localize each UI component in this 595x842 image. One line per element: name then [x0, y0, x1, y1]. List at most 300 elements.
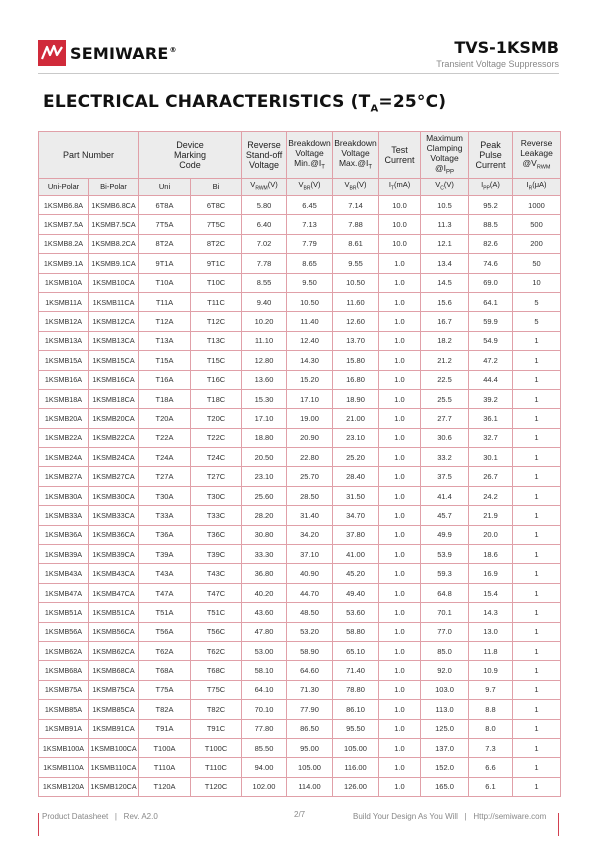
cell-vbr-max: 31.50	[333, 486, 379, 505]
cell-ir: 1	[513, 777, 561, 796]
cell-vbr-max: 49.40	[333, 583, 379, 602]
cell-uni-polar: 1KSMB33A	[39, 506, 89, 525]
cell-vrwm: 33.30	[242, 545, 287, 564]
cell-vc: 70.1	[421, 603, 469, 622]
cell-it: 1.0	[379, 661, 421, 680]
cell-ipp: 64.1	[469, 292, 513, 311]
cell-bi-polar: 1KSMB91CA	[89, 719, 139, 738]
cell-vbr-max: 126.00	[333, 777, 379, 796]
cell-ipp: 10.9	[469, 661, 513, 680]
cell-marking-bi: T100C	[191, 738, 242, 757]
cell-it: 10.0	[379, 196, 421, 215]
cell-marking-bi: T51C	[191, 603, 242, 622]
cell-marking-bi: T30C	[191, 486, 242, 505]
cell-vbr-min: 11.40	[287, 312, 333, 331]
cell-uni-polar: 1KSMB7.5A	[39, 215, 89, 234]
cell-vbr-min: 20.90	[287, 428, 333, 447]
cell-vbr-min: 105.00	[287, 758, 333, 777]
header-it-unit: $I_T(mA)$	[379, 179, 421, 196]
table-row	[39, 273, 561, 292]
cell-it: 1.0	[379, 370, 421, 389]
cell-vc: 137.0	[421, 738, 469, 757]
table-row	[39, 351, 561, 370]
cell-marking-bi: T39C	[191, 545, 242, 564]
cell-ir: 1	[513, 525, 561, 544]
cell-bi-polar: 1KSMB24CA	[89, 448, 139, 467]
cell-ir: 1	[513, 661, 561, 680]
cell-uni-polar: 1KSMB100A	[39, 738, 89, 757]
cell-vbr-min: 28.50	[287, 486, 333, 505]
cell-ipp: 88.5	[469, 215, 513, 234]
cell-it: 1.0	[379, 486, 421, 505]
table-row	[39, 215, 561, 234]
header-vbr-max-unit: $V_{BR}(V)$	[333, 179, 379, 196]
cell-vbr-max: 23.10	[333, 428, 379, 447]
cell-vbr-min: 25.70	[287, 467, 333, 486]
cell-marking-bi: T10C	[191, 273, 242, 292]
cell-vbr-min: 37.10	[287, 545, 333, 564]
cell-marking-uni: T13A	[139, 331, 191, 350]
cell-marking-uni: T16A	[139, 370, 191, 389]
header-vrwm-unit: $V_{RWM}(V)$	[242, 179, 287, 196]
cell-vbr-max: 86.10	[333, 700, 379, 719]
brand-logo	[38, 40, 177, 66]
cell-marking-bi: T36C	[191, 525, 242, 544]
cell-vrwm: 102.00	[242, 777, 287, 796]
cell-ir: 1	[513, 680, 561, 699]
semiware-logo-icon	[38, 40, 66, 66]
cell-vbr-max: 13.70	[333, 331, 379, 350]
part-title: TVS-1KSMB	[454, 38, 559, 57]
cell-vbr-max: 53.60	[333, 603, 379, 622]
cell-marking-bi: T18C	[191, 389, 242, 408]
table-row	[39, 254, 561, 273]
cell-vbr-max: 45.20	[333, 564, 379, 583]
cell-vrwm: 7.78	[242, 254, 287, 273]
cell-vbr-min: 22.80	[287, 448, 333, 467]
cell-vbr-min: 9.50	[287, 273, 333, 292]
cell-marking-uni: T22A	[139, 428, 191, 447]
cell-ipp: 54.9	[469, 331, 513, 350]
cell-vbr-max: 16.80	[333, 370, 379, 389]
cell-marking-uni: T20A	[139, 409, 191, 428]
cell-vbr-max: 15.80	[333, 351, 379, 370]
cell-uni-polar: 1KSMB91A	[39, 719, 89, 738]
table-row	[39, 486, 561, 505]
cell-uni-polar: 1KSMB9.1A	[39, 254, 89, 273]
cell-bi-polar: 1KSMB110CA	[89, 758, 139, 777]
cell-ir: 1	[513, 486, 561, 505]
table-row	[39, 312, 561, 331]
cell-ipp: 26.7	[469, 467, 513, 486]
cell-bi-polar: 1KSMB8.2CA	[89, 234, 139, 253]
cell-ir: 1	[513, 448, 561, 467]
table-row	[39, 409, 561, 428]
cell-marking-uni: T39A	[139, 545, 191, 564]
cell-bi-polar: 1KSMB62CA	[89, 641, 139, 660]
cell-vc: 53.9	[421, 545, 469, 564]
table-body	[39, 196, 561, 797]
table-row	[39, 758, 561, 777]
cell-uni-polar: 1KSMB51A	[39, 603, 89, 622]
cell-marking-uni: 9T1A	[139, 254, 191, 273]
cell-vrwm: 8.55	[242, 273, 287, 292]
cell-ipp: 82.6	[469, 234, 513, 253]
cell-vbr-min: 34.20	[287, 525, 333, 544]
cell-vc: 11.3	[421, 215, 469, 234]
header-uni: Uni	[139, 179, 191, 196]
cell-it: 1.0	[379, 641, 421, 660]
cell-vbr-min: 40.90	[287, 564, 333, 583]
brand-name: SEMIWARE®	[70, 43, 177, 63]
cell-bi-polar: 1KSMB33CA	[89, 506, 139, 525]
header-bi: Bi	[191, 179, 242, 196]
cell-vc: 85.0	[421, 641, 469, 660]
cell-marking-bi: T110C	[191, 758, 242, 777]
cell-vbr-max: 7.88	[333, 215, 379, 234]
cell-bi-polar: 1KSMB27CA	[89, 467, 139, 486]
cell-it: 1.0	[379, 525, 421, 544]
cell-ir: 1	[513, 583, 561, 602]
header-standoff-voltage: Reverse Stand-off Voltage	[242, 132, 287, 179]
table-row	[39, 370, 561, 389]
cell-bi-polar: 1KSMB7.5CA	[89, 215, 139, 234]
cell-ipp: 16.9	[469, 564, 513, 583]
cell-vrwm: 85.50	[242, 738, 287, 757]
cell-marking-bi: T47C	[191, 583, 242, 602]
cell-vbr-max: 28.40	[333, 467, 379, 486]
cell-uni-polar: 1KSMB43A	[39, 564, 89, 583]
cell-vc: 16.7	[421, 312, 469, 331]
cell-ipp: 21.9	[469, 506, 513, 525]
cell-vbr-max: 7.14	[333, 196, 379, 215]
cell-bi-polar: 1KSMB12CA	[89, 312, 139, 331]
cell-vc: 59.3	[421, 564, 469, 583]
cell-marking-bi: T11C	[191, 292, 242, 311]
cell-vbr-min: 64.60	[287, 661, 333, 680]
cell-ir: 1000	[513, 196, 561, 215]
footer-right-text: Build Your Design As You Will | Http://semiware.com	[353, 812, 547, 821]
cell-it: 1.0	[379, 312, 421, 331]
cell-vbr-min: 8.65	[287, 254, 333, 273]
table-row	[39, 564, 561, 583]
cell-bi-polar: 1KSMB68CA	[89, 661, 139, 680]
cell-ipp: 13.0	[469, 622, 513, 641]
cell-marking-uni: T10A	[139, 273, 191, 292]
cell-it: 1.0	[379, 409, 421, 428]
cell-it: 1.0	[379, 758, 421, 777]
cell-ir: 1	[513, 428, 561, 447]
cell-vc: 18.2	[421, 331, 469, 350]
cell-ir: 1	[513, 719, 561, 738]
cell-marking-bi: T33C	[191, 506, 242, 525]
header-peak-pulse-current: Peak Pulse Current	[469, 132, 513, 179]
header-breakdown-min: Breakdown Voltage $Min.@I_T$	[287, 132, 333, 179]
footer-accent-right	[558, 813, 559, 836]
cell-vc: 103.0	[421, 680, 469, 699]
cell-vrwm: 12.80	[242, 351, 287, 370]
cell-marking-bi: T120C	[191, 777, 242, 796]
cell-ir: 1	[513, 758, 561, 777]
cell-vrwm: 64.10	[242, 680, 287, 699]
cell-vrwm: 20.50	[242, 448, 287, 467]
cell-it: 1.0	[379, 448, 421, 467]
cell-vbr-min: 86.50	[287, 719, 333, 738]
cell-bi-polar: 1KSMB15CA	[89, 351, 139, 370]
cell-bi-polar: 1KSMB30CA	[89, 486, 139, 505]
cell-ir: 1	[513, 506, 561, 525]
cell-vrwm: 70.10	[242, 700, 287, 719]
header-test-current: Test Current	[379, 132, 421, 179]
cell-uni-polar: 1KSMB22A	[39, 428, 89, 447]
cell-vbr-min: 58.90	[287, 641, 333, 660]
header-uni-polar: Uni-Polar	[39, 179, 89, 196]
cell-marking-uni: T43A	[139, 564, 191, 583]
cell-ipp: 8.8	[469, 700, 513, 719]
cell-ipp: 32.7	[469, 428, 513, 447]
cell-ir: 5	[513, 312, 561, 331]
electrical-characteristics-table	[38, 131, 561, 797]
cell-vbr-max: 95.50	[333, 719, 379, 738]
cell-vbr-min: 114.00	[287, 777, 333, 796]
table-row	[39, 506, 561, 525]
cell-vbr-min: 17.10	[287, 389, 333, 408]
cell-bi-polar: 1KSMB13CA	[89, 331, 139, 350]
cell-ir: 1	[513, 545, 561, 564]
header-vbr-min-unit: $V_{BR}(V)$	[287, 179, 333, 196]
cell-marking-uni: T15A	[139, 351, 191, 370]
cell-ipp: 6.1	[469, 777, 513, 796]
cell-marking-bi: T16C	[191, 370, 242, 389]
cell-vrwm: 9.40	[242, 292, 287, 311]
cell-it: 10.0	[379, 234, 421, 253]
cell-marking-uni: T91A	[139, 719, 191, 738]
cell-marking-bi: T62C	[191, 641, 242, 660]
cell-marking-bi: 7T5C	[191, 215, 242, 234]
cell-marking-uni: T24A	[139, 448, 191, 467]
header-divider	[38, 73, 559, 74]
table-row	[39, 428, 561, 447]
cell-vbr-max: 10.50	[333, 273, 379, 292]
cell-it: 1.0	[379, 700, 421, 719]
cell-uni-polar: 1KSMB62A	[39, 641, 89, 660]
cell-uni-polar: 1KSMB68A	[39, 661, 89, 680]
cell-it: 1.0	[379, 738, 421, 757]
cell-bi-polar: 1KSMB10CA	[89, 273, 139, 292]
cell-marking-uni: T36A	[139, 525, 191, 544]
cell-ipp: 39.2	[469, 389, 513, 408]
cell-vbr-max: 71.40	[333, 661, 379, 680]
cell-vc: 27.7	[421, 409, 469, 428]
cell-marking-uni: T33A	[139, 506, 191, 525]
cell-vbr-min: 15.20	[287, 370, 333, 389]
cell-uni-polar: 1KSMB36A	[39, 525, 89, 544]
cell-uni-polar: 1KSMB15A	[39, 351, 89, 370]
cell-vbr-min: 7.79	[287, 234, 333, 253]
cell-vc: 92.0	[421, 661, 469, 680]
cell-marking-uni: T51A	[139, 603, 191, 622]
cell-ir: 1	[513, 467, 561, 486]
cell-ipp: 9.7	[469, 680, 513, 699]
cell-vbr-min: 6.45	[287, 196, 333, 215]
table-row	[39, 292, 561, 311]
cell-it: 1.0	[379, 680, 421, 699]
cell-vbr-min: 44.70	[287, 583, 333, 602]
cell-marking-bi: 8T2C	[191, 234, 242, 253]
footer-left-text: Product Datasheet | Rev. A2.0	[42, 812, 158, 821]
cell-vbr-max: 34.70	[333, 506, 379, 525]
cell-marking-uni: T75A	[139, 680, 191, 699]
part-subtitle: Transient Voltage Suppressors	[436, 59, 559, 69]
table-row	[39, 331, 561, 350]
cell-vbr-max: 8.61	[333, 234, 379, 253]
cell-bi-polar: 1KSMB11CA	[89, 292, 139, 311]
cell-vbr-min: 77.90	[287, 700, 333, 719]
cell-vrwm: 11.10	[242, 331, 287, 350]
cell-uni-polar: 1KSMB16A	[39, 370, 89, 389]
cell-marking-uni: T110A	[139, 758, 191, 777]
cell-bi-polar: 1KSMB39CA	[89, 545, 139, 564]
cell-marking-bi: T20C	[191, 409, 242, 428]
cell-it: 1.0	[379, 273, 421, 292]
cell-ir: 1	[513, 370, 561, 389]
cell-vbr-min: 14.30	[287, 351, 333, 370]
cell-vrwm: 23.10	[242, 467, 287, 486]
cell-marking-bi: T22C	[191, 428, 242, 447]
cell-vrwm: 94.00	[242, 758, 287, 777]
cell-ir: 1	[513, 351, 561, 370]
cell-bi-polar: 1KSMB18CA	[89, 389, 139, 408]
table-row	[39, 641, 561, 660]
cell-it: 1.0	[379, 545, 421, 564]
cell-vbr-max: 37.80	[333, 525, 379, 544]
cell-ipp: 11.8	[469, 641, 513, 660]
cell-ipp: 8.0	[469, 719, 513, 738]
cell-marking-uni: T27A	[139, 467, 191, 486]
cell-ipp: 24.2	[469, 486, 513, 505]
cell-vbr-min: 31.40	[287, 506, 333, 525]
cell-vrwm: 7.02	[242, 234, 287, 253]
cell-vc: 41.4	[421, 486, 469, 505]
cell-marking-bi: 9T1C	[191, 254, 242, 273]
table-row	[39, 196, 561, 215]
cell-uni-polar: 1KSMB85A	[39, 700, 89, 719]
table-row	[39, 234, 561, 253]
cell-vc: 22.5	[421, 370, 469, 389]
cell-vrwm: 30.80	[242, 525, 287, 544]
cell-vrwm: 28.20	[242, 506, 287, 525]
cell-vc: 14.5	[421, 273, 469, 292]
header-part-number: Part Number	[39, 132, 139, 179]
cell-vrwm: 25.60	[242, 486, 287, 505]
cell-marking-bi: T68C	[191, 661, 242, 680]
cell-vbr-min: 7.13	[287, 215, 333, 234]
cell-vbr-min: 48.50	[287, 603, 333, 622]
cell-vrwm: 13.60	[242, 370, 287, 389]
cell-marking-uni: 8T2A	[139, 234, 191, 253]
cell-bi-polar: 1KSMB6.8CA	[89, 196, 139, 215]
header-breakdown-max: Breakdown Voltage $Max.@I_T$	[333, 132, 379, 179]
header-reverse-leakage: Reverse Leakage $@V_{RWM}$	[513, 132, 561, 179]
cell-uni-polar: 1KSMB47A	[39, 583, 89, 602]
cell-ir: 1	[513, 331, 561, 350]
header-vc-unit: $V_C(V)$	[421, 179, 469, 196]
cell-uni-polar: 1KSMB120A	[39, 777, 89, 796]
cell-it: 1.0	[379, 583, 421, 602]
cell-vc: 12.1	[421, 234, 469, 253]
cell-bi-polar: 1KSMB36CA	[89, 525, 139, 544]
cell-uni-polar: 1KSMB20A	[39, 409, 89, 428]
cell-marking-bi: T82C	[191, 700, 242, 719]
cell-vrwm: 6.40	[242, 215, 287, 234]
cell-vc: 165.0	[421, 777, 469, 796]
cell-it: 1.0	[379, 331, 421, 350]
cell-ipp: 59.9	[469, 312, 513, 331]
table-row	[39, 738, 561, 757]
cell-marking-uni: T30A	[139, 486, 191, 505]
cell-vc: 13.4	[421, 254, 469, 273]
cell-vbr-max: 78.80	[333, 680, 379, 699]
cell-vrwm: 18.80	[242, 428, 287, 447]
cell-ipp: 36.1	[469, 409, 513, 428]
cell-uni-polar: 1KSMB39A	[39, 545, 89, 564]
cell-ir: 1	[513, 738, 561, 757]
header-clamping-voltage: Maximum Clamping Voltage $@I_{PP}$	[421, 132, 469, 179]
cell-marking-bi: T43C	[191, 564, 242, 583]
table-row	[39, 545, 561, 564]
cell-ir: 10	[513, 273, 561, 292]
cell-uni-polar: 1KSMB13A	[39, 331, 89, 350]
cell-bi-polar: 1KSMB51CA	[89, 603, 139, 622]
cell-vc: 45.7	[421, 506, 469, 525]
cell-uni-polar: 1KSMB10A	[39, 273, 89, 292]
cell-marking-uni: T62A	[139, 641, 191, 660]
cell-marking-uni: T18A	[139, 389, 191, 408]
cell-marking-uni: T68A	[139, 661, 191, 680]
cell-vc: 37.5	[421, 467, 469, 486]
cell-vrwm: 5.80	[242, 196, 287, 215]
cell-bi-polar: 1KSMB43CA	[89, 564, 139, 583]
cell-vrwm: 47.80	[242, 622, 287, 641]
cell-bi-polar: 1KSMB56CA	[89, 622, 139, 641]
cell-uni-polar: 1KSMB30A	[39, 486, 89, 505]
cell-vrwm: 40.20	[242, 583, 287, 602]
cell-marking-uni: T82A	[139, 700, 191, 719]
cell-uni-polar: 1KSMB110A	[39, 758, 89, 777]
cell-ir: 1	[513, 564, 561, 583]
cell-uni-polar: 1KSMB12A	[39, 312, 89, 331]
table-row	[39, 467, 561, 486]
cell-vrwm: 36.80	[242, 564, 287, 583]
cell-marking-uni: T47A	[139, 583, 191, 602]
cell-ipp: 69.0	[469, 273, 513, 292]
cell-marking-uni: 6T8A	[139, 196, 191, 215]
cell-uni-polar: 1KSMB11A	[39, 292, 89, 311]
header-marking-code: Device Marking Code	[139, 132, 242, 179]
cell-ir: 1	[513, 622, 561, 641]
cell-vc: 77.0	[421, 622, 469, 641]
cell-ipp: 14.3	[469, 603, 513, 622]
cell-vc: 15.6	[421, 292, 469, 311]
cell-vc: 152.0	[421, 758, 469, 777]
cell-vc: 33.2	[421, 448, 469, 467]
cell-it: 1.0	[379, 351, 421, 370]
cell-uni-polar: 1KSMB18A	[39, 389, 89, 408]
cell-it: 1.0	[379, 467, 421, 486]
table-row	[39, 389, 561, 408]
cell-vbr-max: 116.00	[333, 758, 379, 777]
cell-vrwm: 77.80	[242, 719, 287, 738]
